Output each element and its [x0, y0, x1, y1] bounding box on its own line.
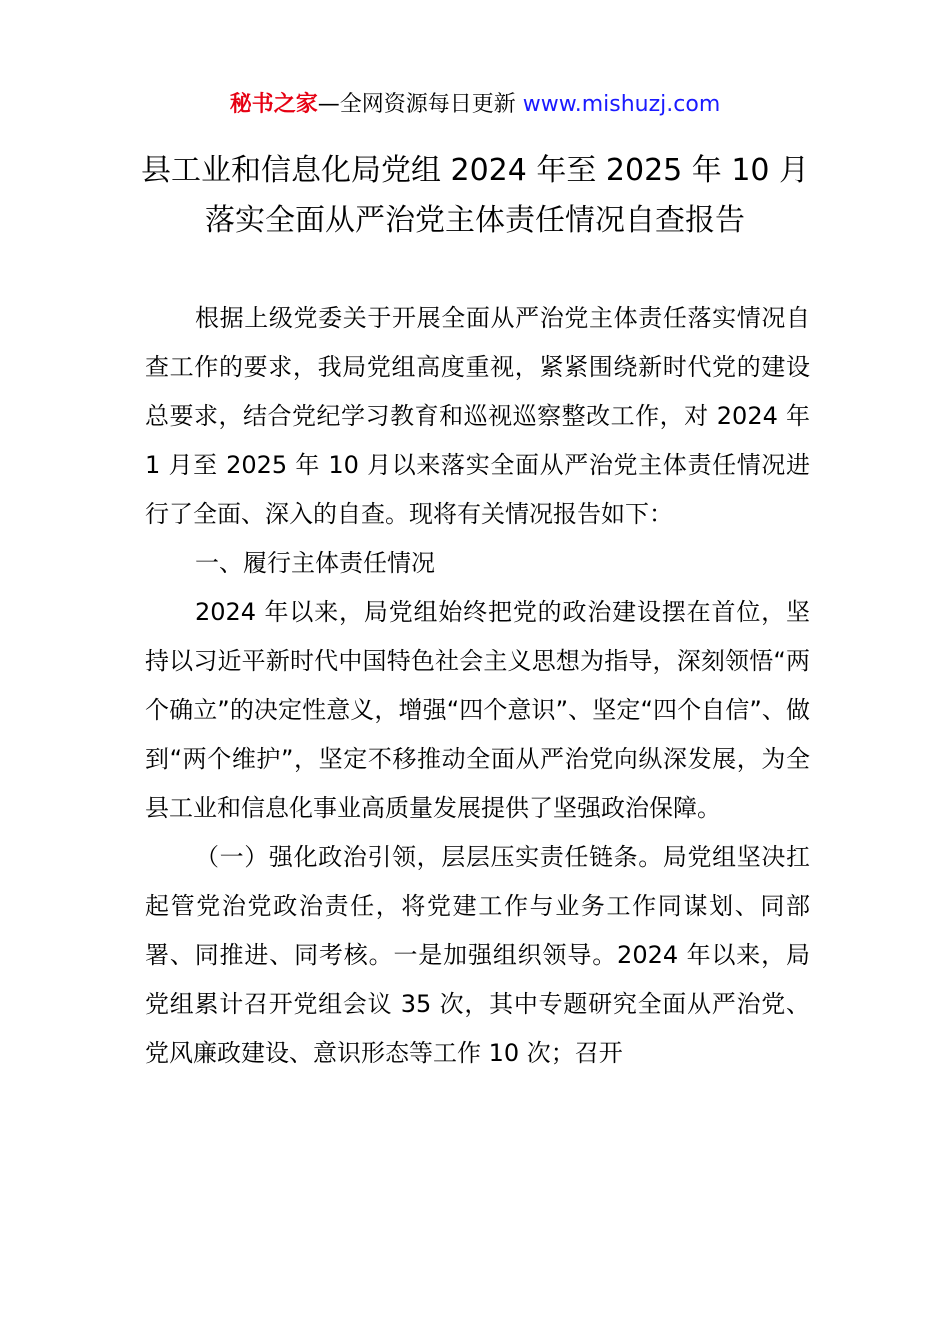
- intro-paragraph: 根据上级党委关于开展全面从严治党主体责任落实情况自查工作的要求，我局党组高度重视，紧紧围绕新时代党的建设总要求，结合党纪学习教育和巡视巡察整改工作，对 2024 年 1 月至 2025 年 10 月以来落实全面从严治党主体责任情况进行了全面、深入的自查。现将有关情况报告如下：: [145, 304, 810, 528]
- section-1-paragraph: 2024 年以来，局党组始终把党的政治建设摆在首位，坚持以习近平新时代中国特色社会主义思想为指导，深刻领悟“两个确立”的决定性意义，增强“四个意识”、坚定“四个自信”、做到“两个维护”，坚定不移推动全面从严治党向纵深发展，为全县工业和信息化事业高质量发展提供了坚强政治保障。: [145, 598, 810, 822]
- section-heading-1: 一、履行主体责任情况: [195, 549, 435, 577]
- title-line-2: 落实全面从严治党主体责任情况自查报告: [205, 203, 745, 238]
- banner-tagline: —全网资源每日更新: [317, 92, 523, 117]
- document-title: [0, 146, 950, 246]
- document-body: [145, 294, 810, 1078]
- banner-url-link[interactable]: www.mishuzj.com: [522, 92, 721, 117]
- banner-brand: 秘书之家: [229, 92, 318, 117]
- site-banner: [0, 88, 950, 122]
- title-line-1: 县工业和信息化局党组 2024 年至 2025 年 10 月: [140, 153, 810, 188]
- subsection-1-paragraph: （一）强化政治引领，层层压实责任链条。局党组坚决扛起管党治党政治责任，将党建工作与业务工作同谋划、同部署、同推进、同考核。一是加强组织领导。2024 年以来，局党组累计召开党组会议 35 次，其中专题研究全面从严治党、党风廉政建设、意识形态等工作 10 次；召开: [145, 843, 810, 1067]
